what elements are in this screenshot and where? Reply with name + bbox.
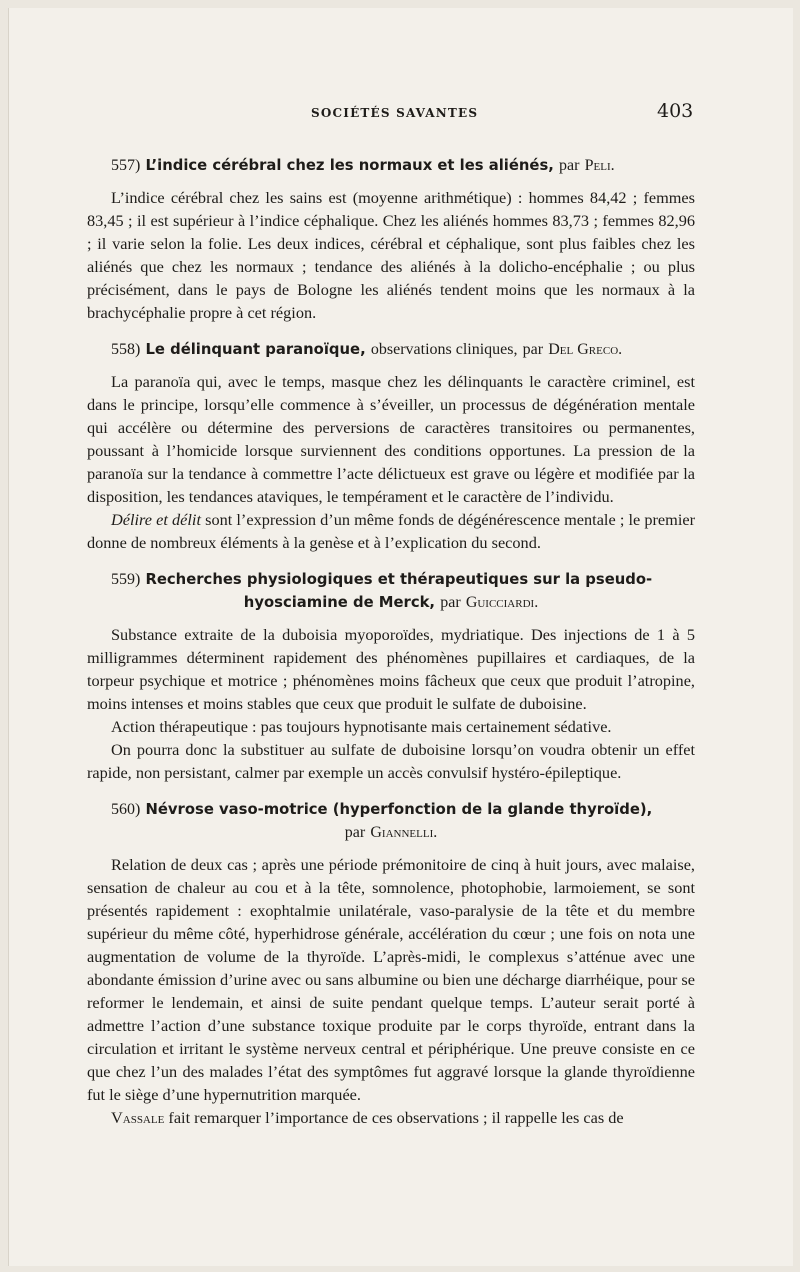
article-560-title: 560) Névrose vaso-motrice (hyperfonction de la glande thyroïde), par Giannelli.: [111, 801, 653, 841]
page-header: [9, 100, 793, 126]
article-559-heading-2: hyosciamine de Merck,: [243, 594, 436, 611]
article-559-title: 559) Recherches physiologiques et thérapeutiques sur la pseudo- hyosciamine de Merck, par Guicciardi.: [111, 571, 653, 611]
page: [8, 8, 793, 1266]
article-559-paragraph-3: On pourra donc la substituer au sulfate de duboisine lorsqu’on voudra obtenir un effet rapide, non persistant, calmer par exemple un accès convulsif hystéro-épileptique.: [87, 740, 695, 782]
article-559-heading: Recherches physiologiques et thérapeutiques sur la pseudo-: [145, 571, 653, 588]
article-558-paragraph: La paranoïa qui, avec le temps, masque chez les délinquants le caractère criminel, est dans le principe, lorsqu’elle commence à s’éveiller, un processus de dégénération mentale qui accélère ou détermine des perversions de caractères transitoires ou permanentes, poussant à l’homicide lorsque surviennent des conditions opportunes. La pression de la paranoïa sur la tendance à commettre l’acte délictueux est grave ou légère et modifiée par la disposition, les tendances ataviques, le tempérament et le caractère de l’individu.: [87, 372, 695, 506]
article-560-heading: Névrose vaso-motrice (hyperfonction de la glande thyroïde),: [145, 801, 653, 818]
cited-author: Vassale: [111, 1108, 165, 1127]
article-557-paragraph: L’indice cérébral chez les sains est (moyenne arithmétique) : hommes 84,42 ; femmes 83,45 ; il est supérieur à l’indice céphalique. Chez les aliénés hommes 83,73 ; femmes 82,96 ; il varie selon la folie. Les deux indices, cérébral et céphalique, sont plus faibles chez les aliénés que chez les normaux ; tendance des aliénés à la dolicho-encéphalie ; ou plus précisément, dans le pays de Bologne les aliénés tendent moins que les normaux à la brachycéphalie propre à cet région.: [87, 188, 695, 322]
article-557-author: Peli.: [584, 157, 615, 174]
article-560-author: Giannelli.: [370, 824, 438, 841]
article-560-paragraph-2: Vassale fait remarquer l’importance de ces observations ; il rappelle les cas de: [111, 1108, 624, 1127]
article-558-title: 558) Le délinquant paranoïque, observations cliniques, par Del Greco.: [111, 341, 623, 358]
article-558-paragraph-2: Délire et délit sont l’expression d’un même fonds de dégénérescence mentale ; le premier donne de nombreux éléments à la genèse et à l’explication du second.: [87, 510, 695, 552]
article-557-title: 557) L’indice cérébral chez les normaux et les aliénés, par Peli.: [111, 157, 615, 174]
running-head: SOCIÉTÉS SAVANTES: [311, 106, 479, 120]
article-560-paragraph: Relation de deux cas ; après une période prémonitoire de cinq à huit jours, avec malaise, sensation de chaleur au cou et à la tête, somnolence, photophobie, larmoiement, se sont présentés rapidement : exophtalmie unilatérale, vaso-paralysie de la tête et du membre supérieur du même côté, hyperhidrose générale, accélération du cœur ; une fois on nota une augmentation de volume de la thyroïde. L’après-midi, le complexus s’atténue avec une abondante émission d’urine avec ou sans albumine ou bien une décharge diarrhéique, pour se reformer le lendemain, et ainsi de suite pendant quelque temps. L’auteur serait porté à admettre l’action d’une substance toxique produite par le corps thyroïde, entrant dans la circulation et irritant le système nerveux central et périphérique. Une preuve consiste en ce que chez l’un des malades l’état des symptômes fut aggravé lorsque la glande thyroïdienne fut le siège d’une hypernutrition marquée.: [87, 855, 695, 1104]
article-558-author: Del Greco.: [548, 341, 623, 358]
page-number: 403: [657, 100, 694, 122]
article-559-paragraph: Substance extraite de la duboisia myoporoïdes, mydriatique. Des injections de 1 à 5 milligrammes déterminent rapidement des phénomènes pupillaires et cardiaques, de la torpeur psychique et motrice ; phénomènes moins fâcheux que ceux que produit l’atropine, moins intenses et moins stables que ceux que produit le sulfate de duboisine.: [87, 625, 695, 713]
article-557-heading: L’indice cérébral chez les normaux et les aliénés,: [145, 157, 554, 174]
article-559-author: Guicciardi.: [465, 594, 539, 611]
page-body: [87, 154, 695, 1129]
article-558-heading: Le délinquant paranoïque,: [145, 341, 366, 358]
article-559-paragraph-2: Action thérapeutique : pas toujours hypnotisante mais certainement sédative.: [111, 717, 612, 736]
